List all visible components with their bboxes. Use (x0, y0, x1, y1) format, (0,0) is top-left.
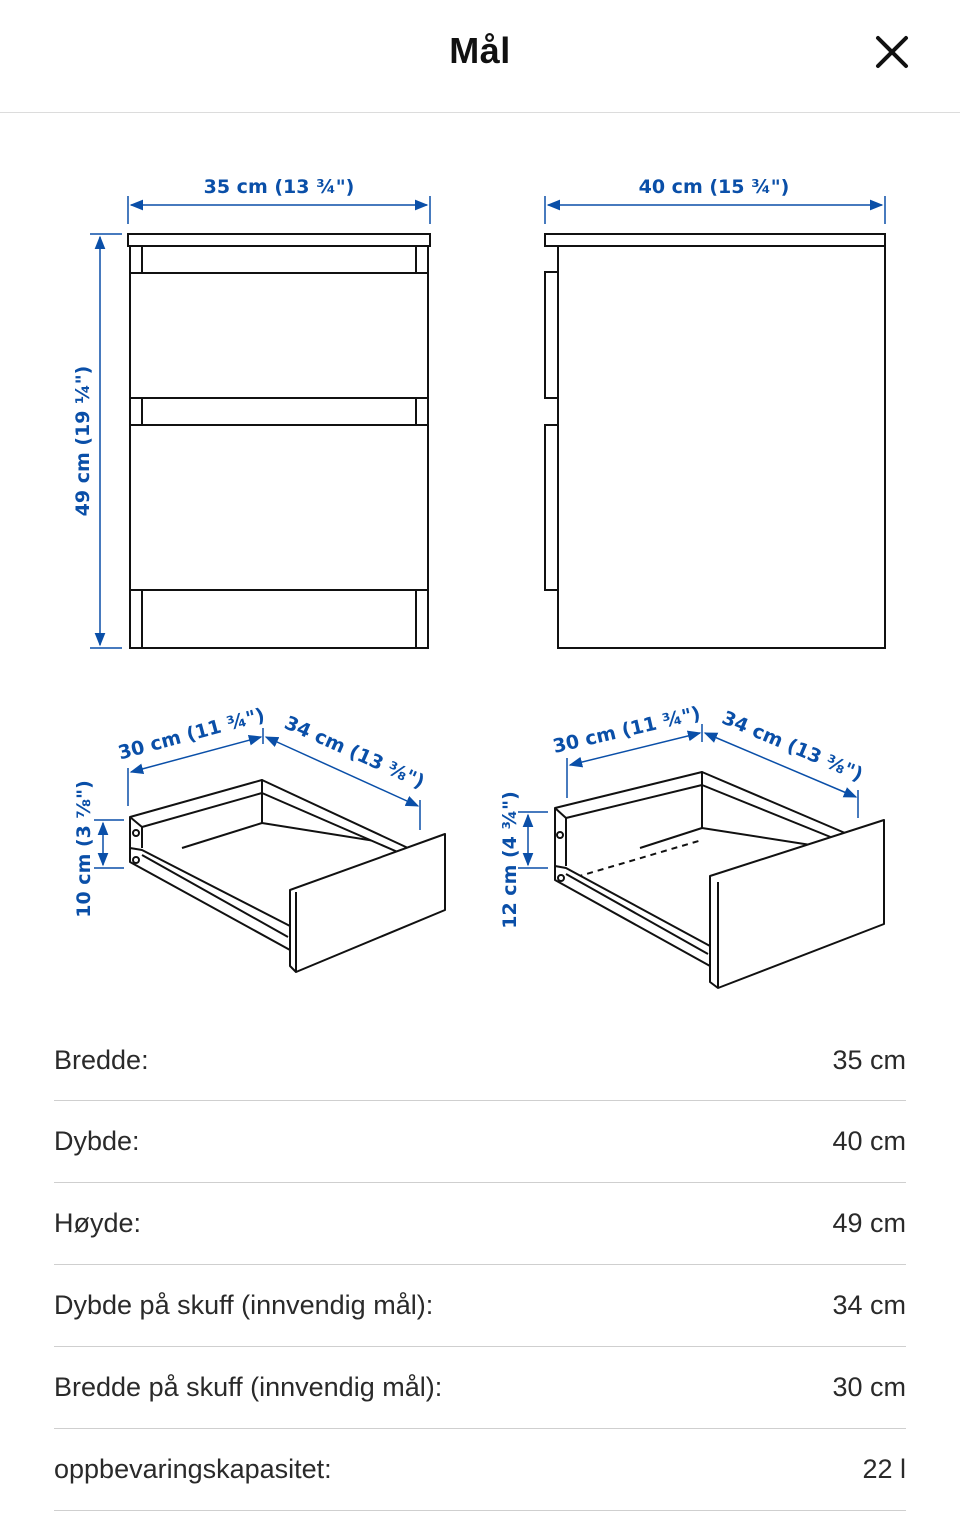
spec-row (54, 1429, 906, 1511)
drawer-small-drawing (130, 780, 445, 972)
spec-label: Dybde på skuff (innvendig mål): (54, 1290, 434, 1320)
spec-label: Dybde: (54, 1126, 140, 1156)
spec-value: 30 cm (832, 1372, 906, 1402)
spec-value: 35 cm (832, 1044, 906, 1075)
side-view-drawing (545, 234, 885, 648)
close-button[interactable] (864, 24, 920, 80)
spec-row (54, 1183, 906, 1265)
spec-row (54, 1265, 906, 1347)
side-depth-dimension (545, 176, 885, 224)
spec-value: 49 cm (832, 1208, 906, 1238)
front-height-label: 49 cm (19 ¼") (72, 365, 94, 517)
page-title: Mål (449, 30, 511, 71)
drawer-large-height-label: 12 cm (4 ¾") (499, 791, 521, 929)
dimension-diagram (0, 114, 960, 1014)
front-view-drawing (128, 234, 430, 648)
drawer-large-depth-label: 34 cm (13 ⅜") (718, 706, 867, 787)
spec-label: Høyde: (54, 1208, 142, 1238)
spec-label: Bredde på skuff (innvendig mål): (54, 1372, 443, 1402)
front-height-dimension (72, 234, 122, 648)
spec-value: 40 cm (832, 1126, 906, 1156)
drawer-small-width-label: 30 cm (11 ¾") (115, 704, 268, 765)
side-depth-label: 40 cm (15 ¾") (638, 176, 790, 198)
drawer-small-height-label: 10 cm (3 ⅞") (73, 780, 95, 918)
front-width-dimension (128, 176, 430, 224)
header (0, 0, 960, 113)
dimension-specs-list (54, 1020, 906, 1511)
drawer-large-width-label: 30 cm (11 ¾") (550, 702, 703, 758)
drawer-small-depth-label: 34 cm (13 ⅜") (281, 711, 428, 794)
spec-row (54, 1347, 906, 1429)
spec-label: Bredde: (54, 1044, 149, 1075)
spec-value: 34 cm (832, 1290, 906, 1320)
spec-value: 22 l (862, 1454, 906, 1484)
spec-label: oppbevaringskapasitet: (54, 1454, 332, 1484)
spec-row (54, 1101, 906, 1183)
spec-row (54, 1020, 906, 1101)
front-width-label: 35 cm (13 ¾") (203, 176, 355, 198)
close-icon (875, 35, 909, 69)
drawer-large-drawing (555, 772, 884, 988)
